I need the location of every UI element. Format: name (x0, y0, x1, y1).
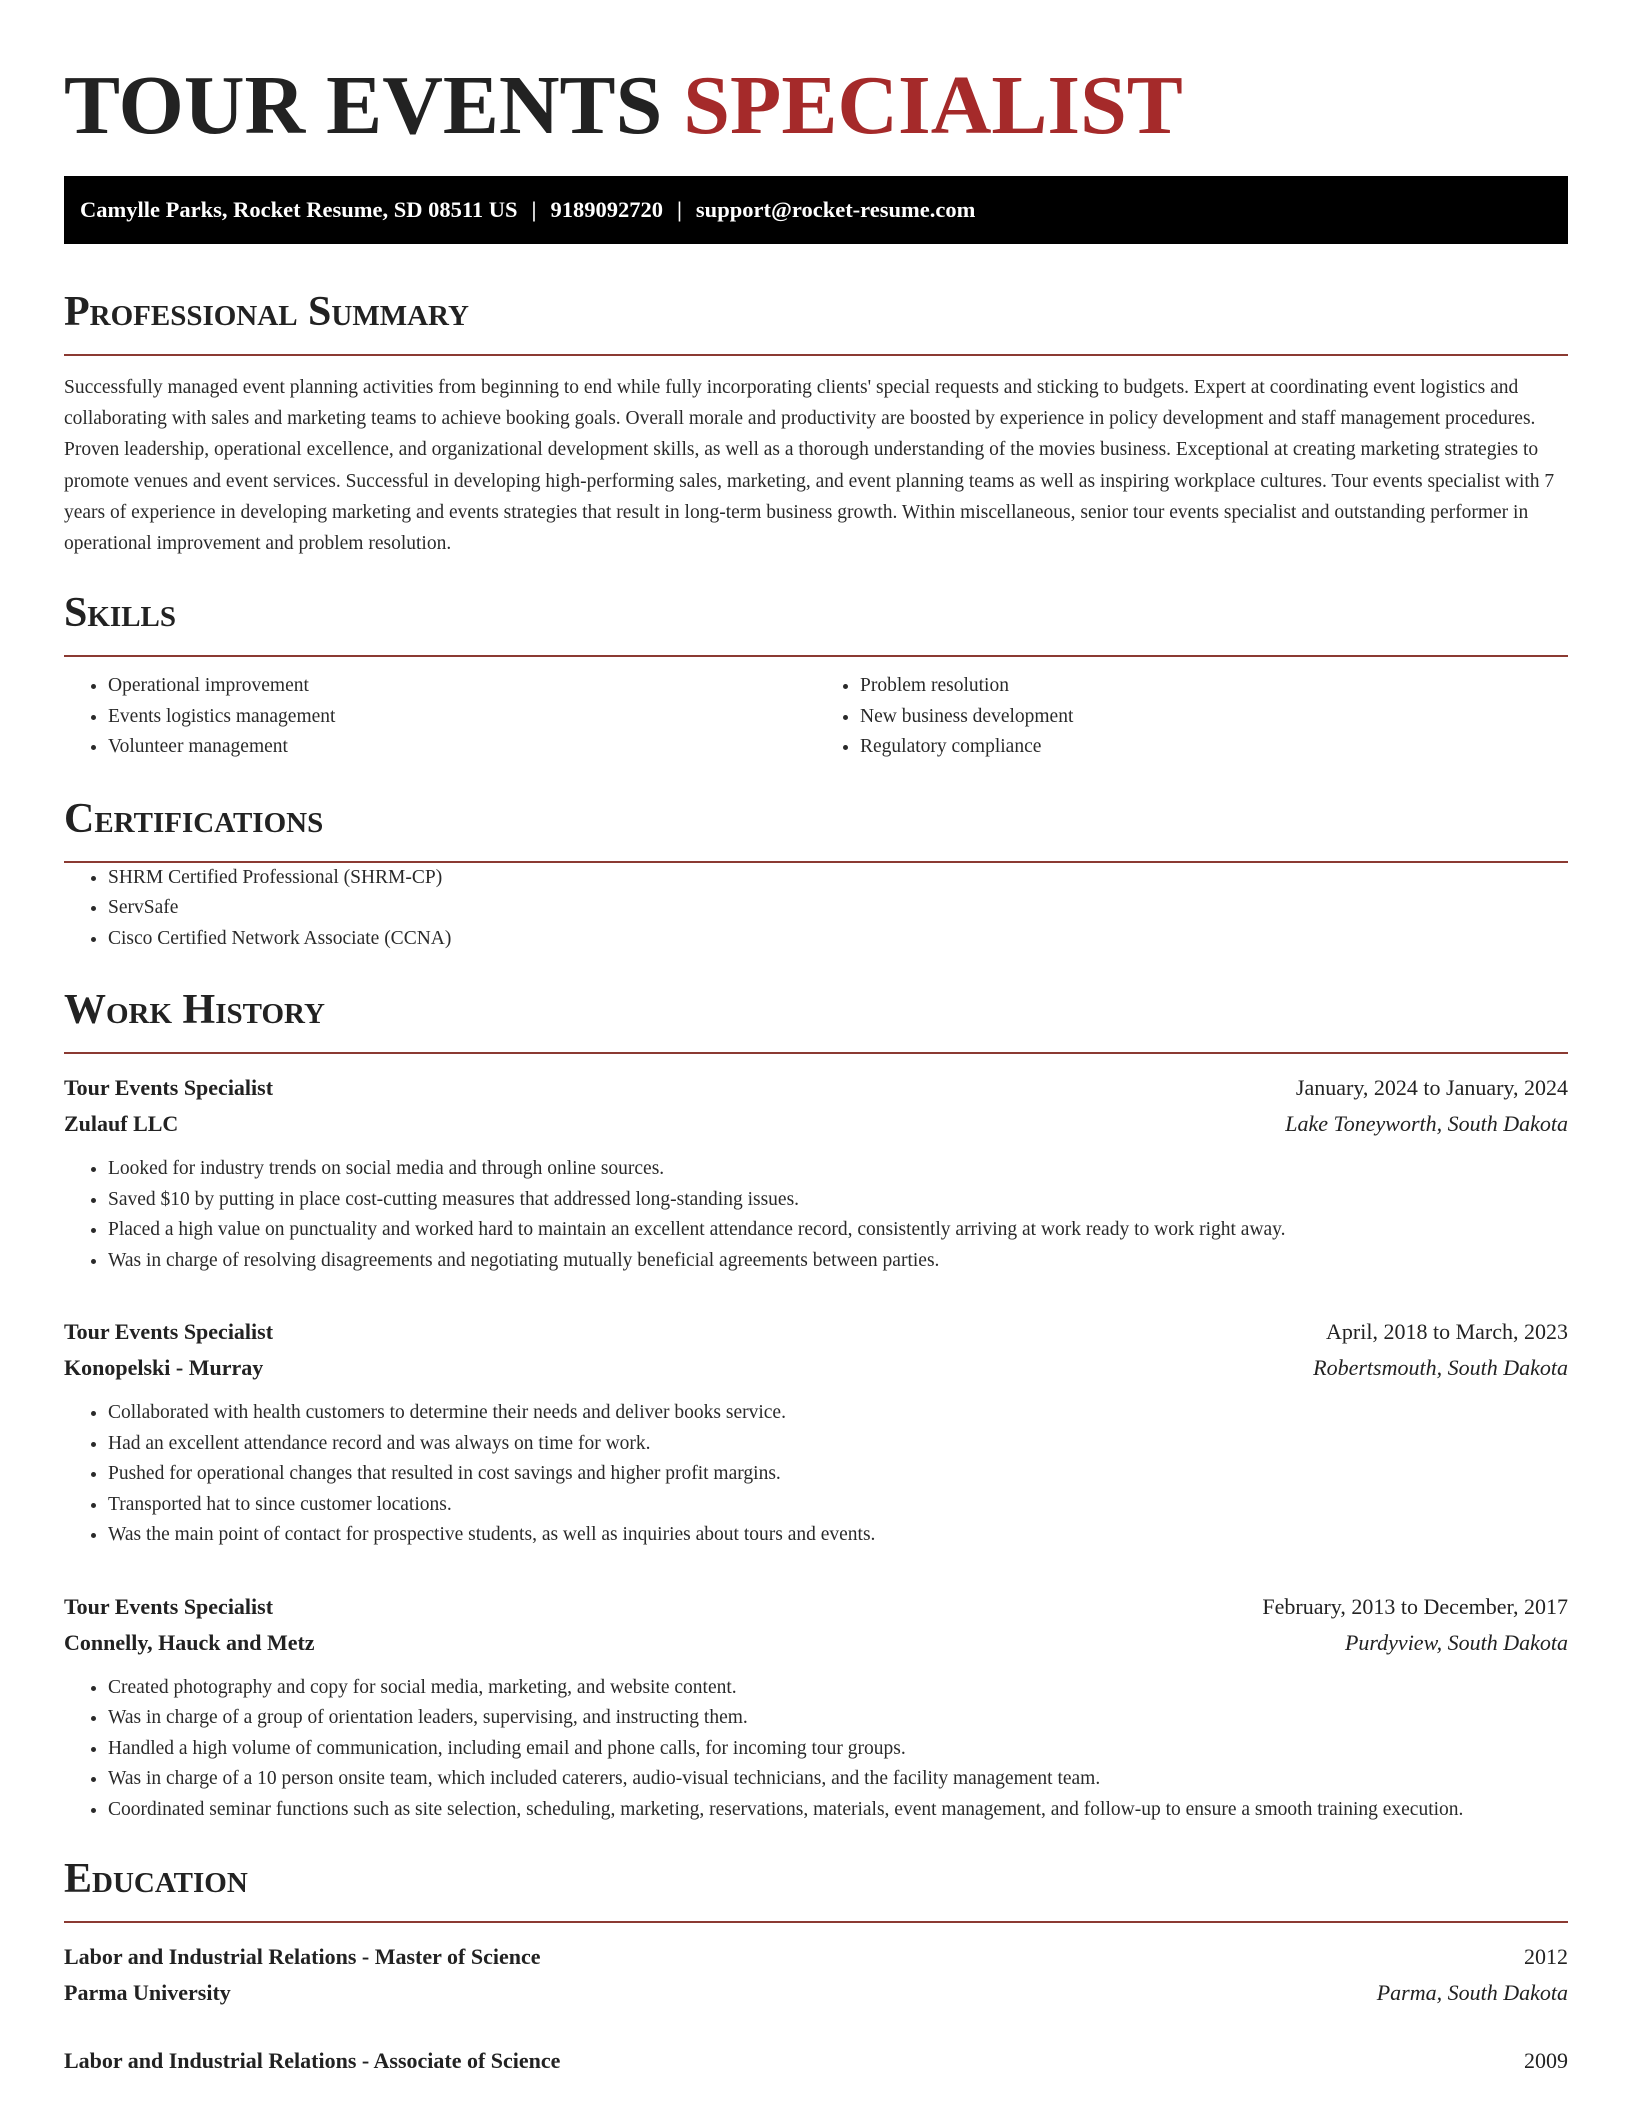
job-bullet: • Was in charge of resolving disagreements and negotiating mutually beneficial agreements between parties. (108, 1246, 1568, 1277)
skills-heading: Skills (64, 587, 1568, 657)
certifications-section (64, 793, 1568, 955)
certification-item: • Cisco Certified Network Associate (CCNA) (108, 924, 1568, 955)
job-entry (64, 1070, 1568, 1276)
education-location: Parma, South Dakota (1376, 1980, 1568, 2006)
education-year: 2009 (1524, 2048, 1568, 2074)
job-bullet: • Was in charge of a 10 person onsite team, which included caterers, audio-visual technicians, and the facility management team. (108, 1764, 1568, 1795)
skill-item: • Operational improvement (108, 671, 816, 702)
job-title: Tour Events Specialist (64, 1319, 274, 1345)
job-company: Connelly, Hauck and Metz (64, 1629, 315, 1655)
certification-item: • ServSafe (108, 893, 1568, 924)
contact-address: Camylle Parks, Rocket Resume, SD 08511 US (80, 197, 518, 222)
job-bullet: • Coordinated seminar functions such as site selection, scheduling, marketing, reservations, materials, event management, and follow-up to ensure a smooth training execution. (108, 1795, 1568, 1826)
certifications-list (64, 863, 1568, 955)
job-header-row (64, 1314, 1568, 1350)
education-section (64, 1853, 1568, 2079)
job-company-row (64, 1625, 1568, 1661)
skill-item: • Problem resolution (860, 671, 1568, 702)
contact-separator: | (531, 197, 537, 222)
summary-heading: Professional Summary (64, 286, 1568, 356)
education-year: 2012 (1524, 1944, 1568, 1970)
job-entry (64, 1314, 1568, 1551)
job-bullets (64, 1154, 1568, 1276)
skill-item: • Events logistics management (108, 702, 816, 733)
education-school: Parma University (64, 1980, 231, 2006)
education-entry (64, 2043, 1568, 2079)
contact-separator: | (676, 197, 682, 222)
education-entry (64, 1939, 1568, 2011)
contact-email: support@rocket-resume.com (695, 197, 976, 222)
education-header-row (64, 1939, 1568, 1975)
job-dates: April, 2018 to March, 2023 (1326, 1319, 1568, 1345)
job-bullet: • Collaborated with health customers to determine their needs and deliver books service. (108, 1398, 1568, 1429)
job-title: Tour Events Specialist (64, 1593, 274, 1619)
job-location: Robertsmouth, South Dakota (1313, 1355, 1568, 1381)
skill-item: • Volunteer management (108, 732, 816, 763)
job-company-row (64, 1106, 1568, 1142)
title-accent: SPECIALIST (683, 59, 1183, 152)
certifications-heading: Certifications (64, 793, 1568, 863)
contact-bar (64, 176, 1568, 244)
job-header-row (64, 1589, 1568, 1625)
skills-list-left (64, 671, 816, 763)
job-bullets (64, 1673, 1568, 1826)
education-degree: Labor and Industrial Relations - Master of Science (64, 1944, 541, 1970)
contact-phone: 9189092720 (550, 197, 663, 222)
job-header-row (64, 1070, 1568, 1106)
job-location: Purdyview, South Dakota (1344, 1629, 1568, 1655)
skills-section (64, 587, 1568, 763)
job-bullet: • Placed a high value on punctuality and worked hard to maintain an excellent attendance record, consistently arriving at work ready to work right away. (108, 1215, 1568, 1246)
skills-grid (64, 671, 1568, 763)
job-company: Zulauf LLC (64, 1111, 179, 1137)
job-bullets (64, 1398, 1568, 1551)
education-heading: Education (64, 1853, 1568, 1923)
summary-text: Successfully managed event planning activities from beginning to end while fully incorporating clients' special requests and sticking to budgets. Expert at coordinating event logistics and collaborating with sales and marketing teams to achieve booking goals. Overall morale and productivity are boosted by experience in policy development and staff management procedures. Proven leadership, operational excellence, and organizational development skills, as well as a thorough understanding of the movies business. Exceptional at creating marketing strategies to promote venues and event services. Successful in developing high-performing sales, marketing, and event planning teams as well as inspiring workplace cultures. Tour events specialist with 7 years of experience in developing marketing and events strategies that result in long-term business growth. Within miscellaneous, senior tour events specialist and outstanding performer in operational improvement and problem resolution. (64, 377, 1555, 555)
education-degree: Labor and Industrial Relations - Associate of Science (64, 2048, 561, 2074)
job-bullet: • Saved $10 by putting in place cost-cutting measures that addressed long-standing issues. (108, 1185, 1568, 1216)
title-main: TOUR EVENTS (64, 59, 663, 152)
job-bullet: • Pushed for operational changes that resulted in cost savings and higher profit margins. (108, 1459, 1568, 1490)
job-title: Tour Events Specialist (64, 1075, 274, 1101)
skill-item: • Regulatory compliance (860, 732, 1568, 763)
job-bullet: • Looked for industry trends on social media and through online sources. (108, 1154, 1568, 1185)
job-bullet: • Was in charge of a group of orientation leaders, supervising, and instructing them. (108, 1703, 1568, 1734)
job-company-row (64, 1350, 1568, 1386)
job-company: Konopelski - Murray (64, 1355, 264, 1381)
skills-list-right (816, 671, 1568, 763)
work-history-heading: Work History (64, 984, 1568, 1054)
education-header-row (64, 2043, 1568, 2079)
certification-item: • SHRM Certified Professional (SHRM-CP) (108, 863, 1568, 894)
job-location: Lake Toneyworth, South Dakota (1285, 1111, 1568, 1137)
job-bullet: • Handled a high volume of communication, including email and phone calls, for incoming tour groups. (108, 1734, 1568, 1765)
page-title (64, 0, 1568, 176)
skill-item: • New business development (860, 702, 1568, 733)
job-bullet: • Created photography and copy for social media, marketing, and website content. (108, 1673, 1568, 1704)
job-dates: January, 2024 to January, 2024 (1295, 1075, 1568, 1101)
job-bullet: • Had an excellent attendance record and was always on time for work. (108, 1429, 1568, 1460)
job-dates: February, 2013 to December, 2017 (1262, 1593, 1568, 1619)
work-history-section (64, 984, 1568, 1825)
summary-section (64, 286, 1568, 559)
job-entry (64, 1589, 1568, 1826)
job-bullet: • Was the main point of contact for prospective students, as well as inquiries about tours and events. (108, 1520, 1568, 1551)
education-school-row (64, 1975, 1568, 2011)
job-bullet: • Transported hat to since customer locations. (108, 1490, 1568, 1521)
